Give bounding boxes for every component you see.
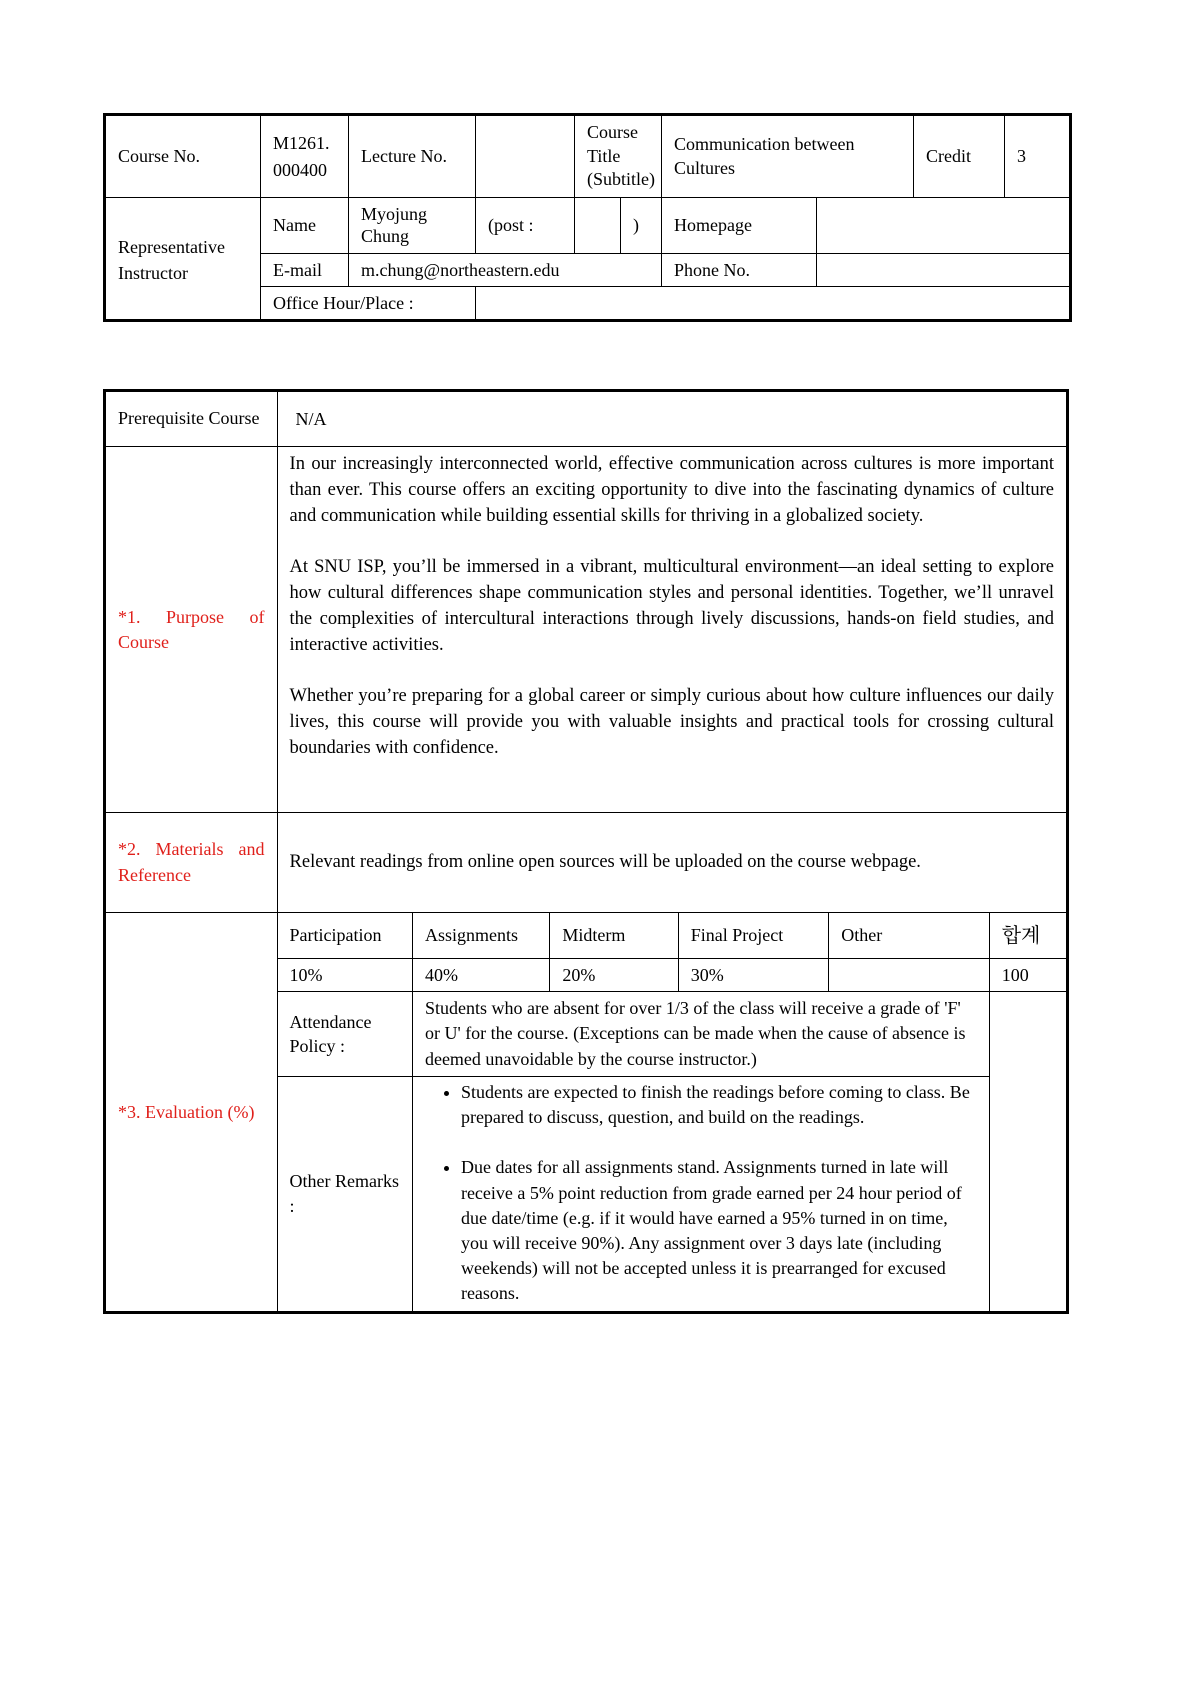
name-label: Name [261,198,349,254]
prereq-value: N/A [277,391,1067,447]
eval-header: Other [829,913,990,959]
purpose-label: *1. Purpose of Course [105,447,278,813]
eval-header: Final Project [678,913,828,959]
lecture-no-label: Lecture No. [349,115,476,198]
attendance-value: Students who are absent for over 1/3 of the class will receive a grade of 'F' or U' for the course. (Exceptions can be made when the cause of absence is deemed unavoidable by the course instructor.) [412,992,989,1077]
evaluation-label: *3. Evaluation (%) [105,913,278,1313]
homepage-value [817,198,1071,254]
course-title-value: Communication between Cultures [662,115,914,198]
post-value [575,198,621,254]
post-close: ) [621,198,662,254]
office-hour-label: Office Hour/Place : [261,287,476,321]
homepage-label: Homepage [662,198,817,254]
email-value: m.chung@northeastern.edu [349,254,662,287]
purpose-paragraph: In our increasingly interconnected world, effective communication across cultures is more important than ever. This course offers an exciting opportunity to dive into the fascinating dynamics of culture and communication while building essential skills for thriving in a globalized society. [289,454,1054,526]
eval-value: 100 [989,959,1067,992]
course-no-value: M1261. 000400 [261,115,349,198]
eval-value: 10% [277,959,412,992]
remarks-label: Other Remarks : [277,1077,412,1313]
eval-value: 20% [550,959,678,992]
materials-value: Relevant readings from online open sources will be uploaded on the course webpage. [277,813,1067,913]
eval-value: 30% [678,959,828,992]
remark-item: • Due dates for all assignments stand. Assignments turned in late will receive a 5% point reduction from grade earned per 24 hour period of due date/time (e.g. if it would have earned a 95% turned in on time, you will receive 90%). Any assignment over 3 days late (including weekends) will not be accepted unless it is prearranged for excused reasons. [461,1155,977,1306]
phone-label: Phone No. [662,254,817,287]
credit-label: Credit [914,115,1005,198]
course-title-label: Course Title (Subtitle) [575,115,662,198]
credit-value: 3 [1005,115,1071,198]
phone-value [817,254,1071,287]
eval-header: Participation [277,913,412,959]
remark-item: • Students are expected to finish the readings before coming to class. Be prepared to discuss, question, and build on the readings. [461,1080,977,1130]
purpose-paragraph: Whether you’re preparing for a global career or simply curious about how culture influences our daily lives, this course will provide you with valuable insights and practical tools for crossing cultural boundaries with confidence. [289,686,1054,758]
lecture-no-value [476,115,575,198]
office-hour-value [476,287,1071,321]
attendance-label: Attendance Policy : [277,992,412,1077]
course-info-table [103,113,1072,322]
eval-header-total: 합계 [989,913,1067,959]
post-label: (post : [476,198,575,254]
rep-instructor-label: Representative Instructor [105,198,261,321]
eval-header: Midterm [550,913,678,959]
materials-label: *2. Materials and Reference [105,813,278,913]
eval-header: Assignments [412,913,549,959]
course-no-label: Course No. [105,115,261,198]
remarks-list [425,1080,977,1307]
name-value: Myojung Chung [349,198,476,254]
purpose-paragraph: At SNU ISP, you’ll be immersed in a vibrant, multicultural environment—an ideal setting to explore how cultural differences shape communication styles and personal identities. Together, we’ll unravel the complexities of intercultural interactions through lively discussions, hands-on field studies, and interactive activities. [289,557,1054,655]
prereq-label: Prerequisite Course [105,391,278,447]
remarks-value [412,1077,989,1313]
syllabus-table [103,389,1069,1314]
email-label: E-mail [261,254,349,287]
eval-value: 40% [412,959,549,992]
purpose-text [277,447,1067,813]
eval-value [829,959,990,992]
